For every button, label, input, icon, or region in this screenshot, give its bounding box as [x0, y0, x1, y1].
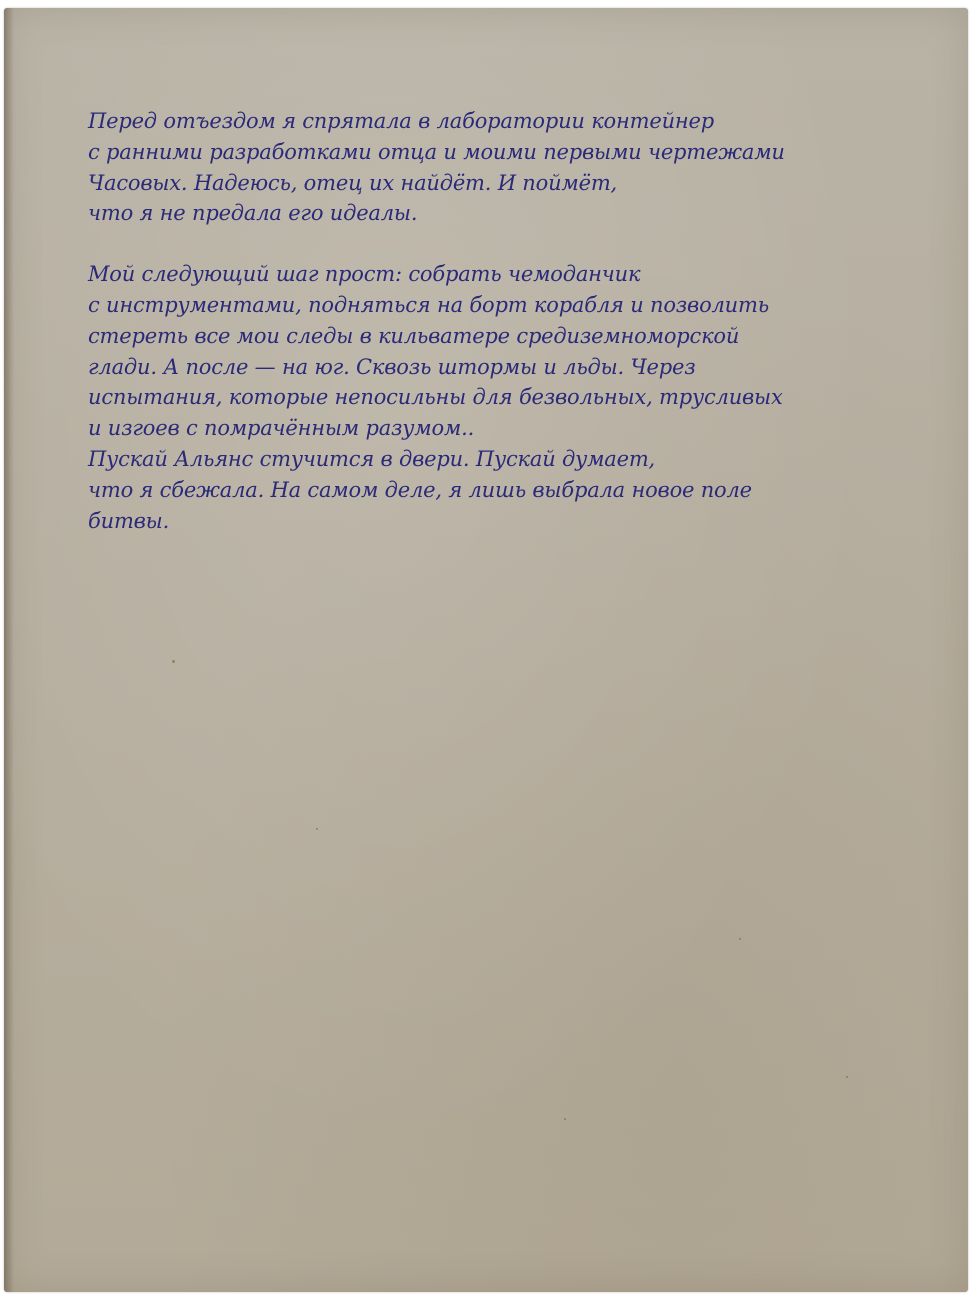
paper-speck — [739, 938, 741, 940]
paper-speck — [564, 1118, 566, 1120]
note-line: Мой следующий шаг прост: собрать чемоданчик — [88, 262, 641, 287]
note-line: Перед отъездом я спрятала в лаборатории контейнер — [88, 109, 715, 133]
note-line: стереть все мои следы в кильватере средиземноморской — [88, 323, 740, 348]
notebook-page — [4, 8, 968, 1292]
paragraph-2 — [88, 259, 948, 536]
paragraph-1 — [88, 106, 948, 229]
note-line: что я не предала его идеалы. — [88, 201, 418, 226]
note-line: глади. А после — на юг. Сквозь штормы и льды. Через — [88, 354, 696, 379]
paper-speck — [846, 1076, 848, 1078]
handwritten-note — [88, 106, 948, 536]
note-line: битвы. — [88, 508, 170, 533]
note-line: с инструментами, подняться на борт корабля и позволить — [88, 292, 769, 317]
note-line: Пускай Альянс стучится в двери. Пускай думает, — [88, 446, 656, 471]
note-line: и изгоев с помрачённым разумом.. — [88, 416, 475, 441]
note-line: что я сбежала. На самом деле, я лишь выбрала новое поле — [88, 477, 752, 502]
paper-speck — [172, 660, 175, 663]
paragraph-gap — [88, 229, 948, 259]
paper-speck — [316, 828, 318, 830]
note-line: с ранними разработками отца и моими первыми чертежами — [88, 139, 785, 164]
note-line: Часовых. Надеюсь, отец их найдёт. И поймёт, — [88, 170, 618, 195]
note-line: испытания, которые непосильны для безвольных, трусливых — [88, 385, 783, 410]
